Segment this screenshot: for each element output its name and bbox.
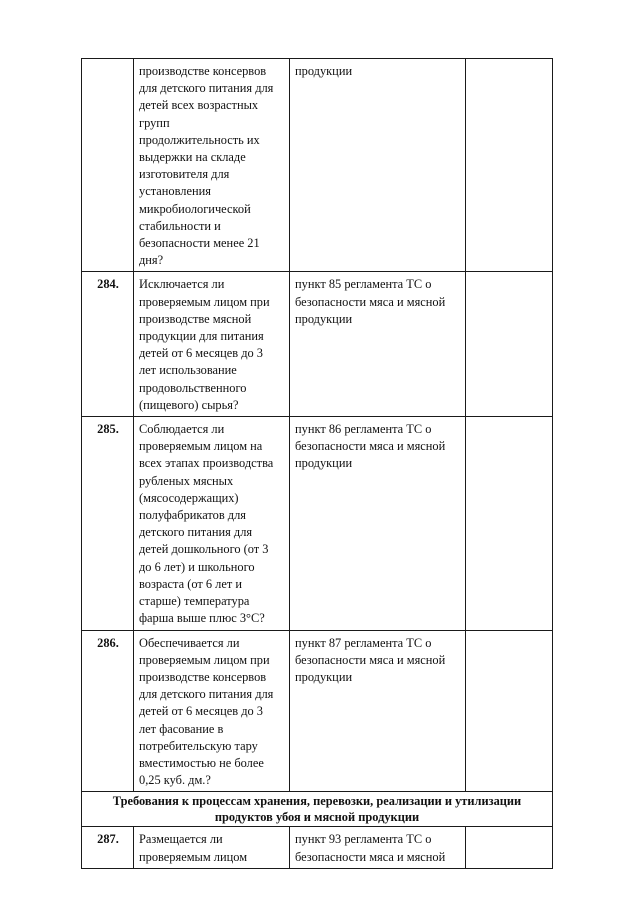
table-row (82, 59, 553, 272)
note-cell (466, 59, 553, 272)
question-cell: производстве консервов для детского питания для детей всех возрастных групп продолжительность их выдержки на складе изготовителя для установления микробиологической стабильности и безопасности менее 21 дня? (134, 59, 290, 272)
question-cell: Исключается ли проверяемым лицом при производстве мясной продукции для питания детей от 6 месяцев до 3 лет использование продовольственного (пищевого) сырья? (134, 272, 290, 417)
reference-cell: продукции (290, 59, 466, 272)
note-cell (466, 827, 553, 868)
row-number: 286. (82, 630, 134, 792)
note-cell (466, 417, 553, 630)
reference-cell: пункт 85 регламента ТС о безопасности мяса и мясной продукции (290, 272, 466, 417)
requirements-table (81, 58, 553, 869)
row-number: 284. (82, 272, 134, 417)
table-row (82, 272, 553, 417)
table-row (82, 827, 553, 868)
reference-cell: пункт 87 регламента ТС о безопасности мяса и мясной продукции (290, 630, 466, 792)
row-number (82, 59, 134, 272)
question-cell: Соблюдается ли проверяемым лицом на всех этапах производства рубленых мясных (мясосодержащих) полуфабрикатов для детского питания для детей дошкольного (от 3 до 6 лет) и школьного возраста (от 6 лет и старше) температура фарша выше плюс 3°С? (134, 417, 290, 630)
note-cell (466, 272, 553, 417)
reference-cell: пункт 86 регламента ТС о безопасности мяса и мясной продукции (290, 417, 466, 630)
table-row (82, 417, 553, 630)
question-cell: Обеспечивается ли проверяемым лицом при производстве консервов для детского питания для детей от 6 месяцев до 3 лет фасование в потребительскую тару вместимостью не более 0,25 куб. дм.? (134, 630, 290, 792)
row-number: 287. (82, 827, 134, 868)
row-number: 285. (82, 417, 134, 630)
note-cell (466, 630, 553, 792)
section-heading: Требования к процессам хранения, перевозки, реализации и утилизации продуктов убоя и мясной продукции (82, 792, 553, 827)
section-heading-row (82, 792, 553, 827)
table-row (82, 630, 553, 792)
question-cell: Размещается ли проверяемым лицом (134, 827, 290, 868)
reference-cell: пункт 93 регламента ТС о безопасности мяса и мясной (290, 827, 466, 868)
